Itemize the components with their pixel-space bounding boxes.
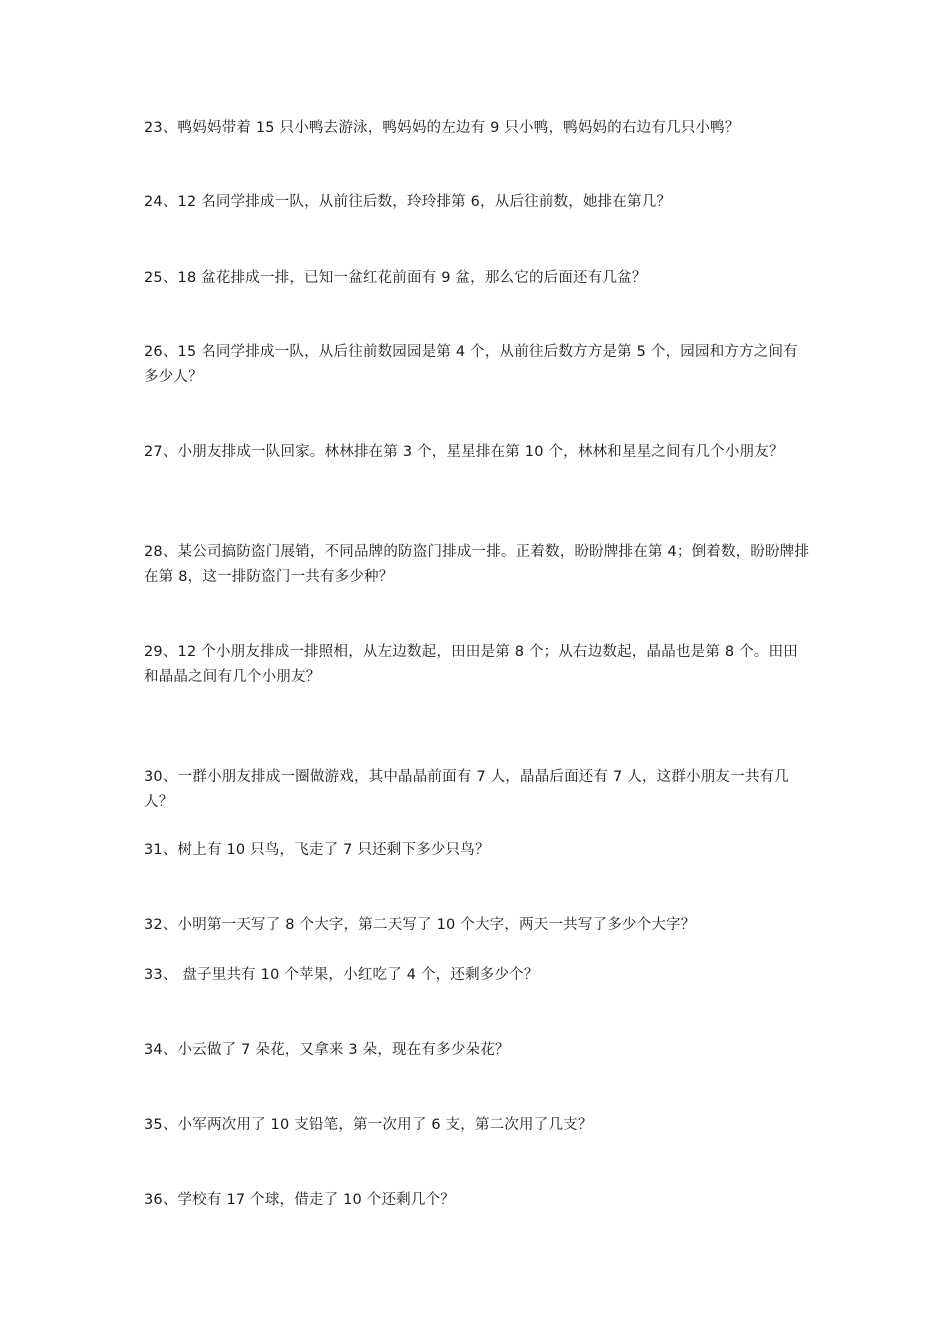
question-26: 26、15 名同学排成一队，从后往前数园园是第 4 个，从前往后数方方是第 5 个，园园和方方之间有多少人？ [144,344,798,385]
question-33: 33、 盘子里共有 10 个苹果，小红吃了 4 个，还剩多少个？ [144,967,539,983]
question-23: 23、鸭妈妈带着 15 只小鸭去游泳，鸭妈妈的左边有 9 只小鸭，鸭妈妈的右边有几只小鸭？ [144,120,740,136]
question-31: 31、树上有 10 只鸟，飞走了 7 只还剩下多少只鸟？ [144,842,490,858]
question-28: 28、某公司搞防盗门展销，不同品牌的防盗门排成一排。正着数，盼盼牌排在第 4；倒着数，盼盼牌排在第 8，这一排防盗门一共有多少种？ [144,544,810,585]
question-34: 34、小云做了 7 朵花，又拿来 3 朵，现在有多少朵花？ [144,1042,510,1058]
question-30: 30、一群小朋友排成一圈做游戏，其中晶晶前面有 7 人，晶晶后面还有 7 人，这群小朋友一共有几人？ [144,769,789,810]
question-25: 25、18 盆花排成一排，已知一盆红花前面有 9 盆，那么它的后面还有几盆？ [144,270,647,286]
question-29: 29、12 个小朋友排成一排照相，从左边数起，田田是第 8 个；从右边数起，晶晶也是第 8 个。田田和晶晶之间有几个小朋友？ [144,644,798,685]
question-35: 35、小军两次用了 10 支铅笔，第一次用了 6 支，第二次用了几支？ [144,1117,593,1133]
question-32: 32、小明第一天写了 8 个大字，第二天写了 10 个大字，两天一共写了多少个大字？ [144,917,696,933]
question-24: 24、12 名同学排成一队，从前往后数，玲玲排第 6，从后往前数，她排在第几？ [144,194,672,210]
question-27: 27、小朋友排成一队回家。林林排在第 3 个，星星排在第 10 个，林林和星星之间有几个小朋友？ [144,444,784,460]
question-36: 36、学校有 17 个球，借走了 10 个还剩几个？ [144,1192,455,1208]
